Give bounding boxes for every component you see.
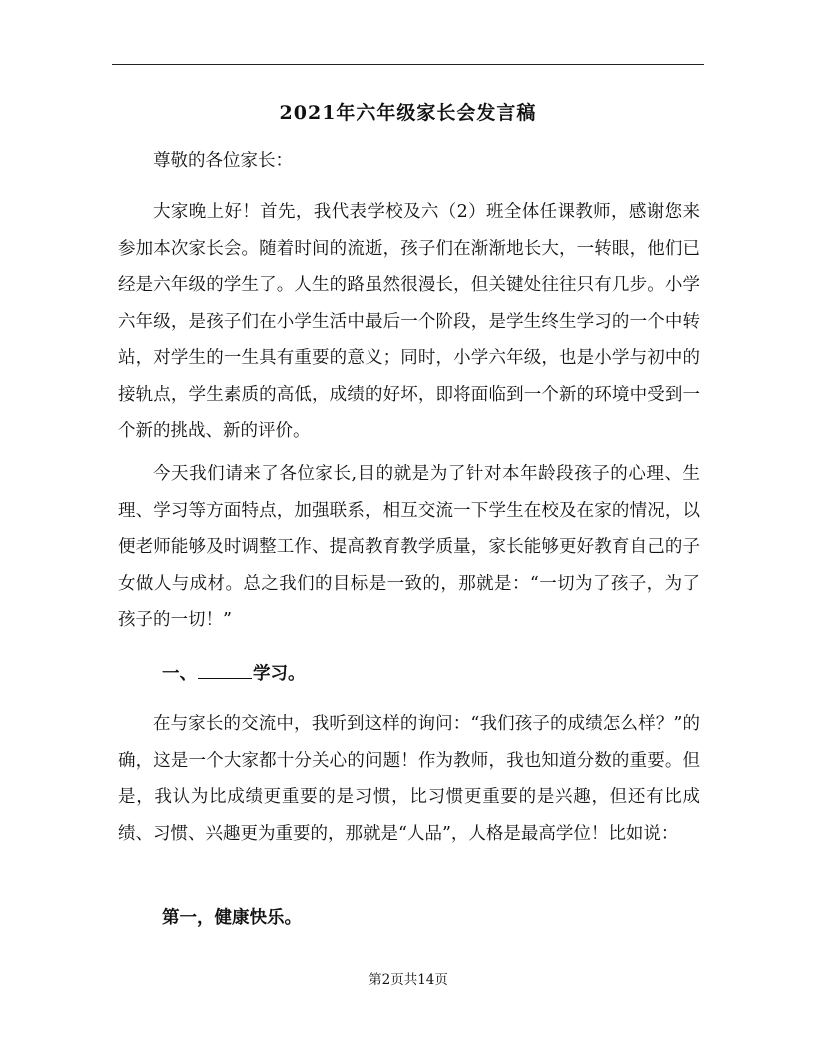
section-heading	[162, 656, 306, 692]
subheading: 第一，健康快乐。	[162, 908, 302, 928]
paragraph-purpose: 今天我们请来了各位家长,目的就是为了针对本年龄段孩子的心理、生理、学习等方面特点，加强联系，相互交流一下学生在校及在家的情况，以便老师能够及时调整工作、提高教育教学质量，家长能够更好教育自己的子女做人与成材。总之我们的目标是一致的，那就是：“一切为了孩子，为了孩子的一切！”	[118, 464, 700, 630]
section-heading-prefix: 一、	[162, 664, 197, 684]
paragraph-parents-question: 在与家长的交流中，我听到这样的询问：“我们孩子的成绩怎么样？”的确，这是一个大家都十分关心的问题！作为教师，我也知道分数的重要。但是，我认为比成绩更重要的是习惯，比习惯更重要的是兴趣，但还有比成绩、习惯、兴趣更为重要的，那就是“人品”，人格是最高学位！比如说：	[118, 714, 700, 844]
document-title: 2021年六年级家长会发言稿	[279, 102, 537, 124]
header-rule	[112, 64, 704, 65]
page-number: 第2页共14页	[368, 972, 448, 988]
fill-in-blank	[198, 664, 252, 679]
section-heading-suffix: 学习。	[253, 664, 306, 684]
paragraph-intro: 大家晚上好！首先，我代表学校及六（2）班全体任课教师，感谢您来参加本次家长会。随着时间的流逝，孩子们在渐渐地长大，一转眼，他们已经是六年级的学生了。人生的路虽然很漫长，但关键处往往只有几步。小学六年级，是孩子们在小学生活中最后一个阶段，是学生终生学习的一个中转站，对学生的一生具有重要的意义；同时，小学六年级，也是小学与初中的接轨点，学生素质的高低，成绩的好坏，即将面临到一个新的环境中受到一个新的挑战、新的评价。	[118, 202, 700, 441]
greeting: 尊敬的各位家长：	[153, 151, 293, 171]
